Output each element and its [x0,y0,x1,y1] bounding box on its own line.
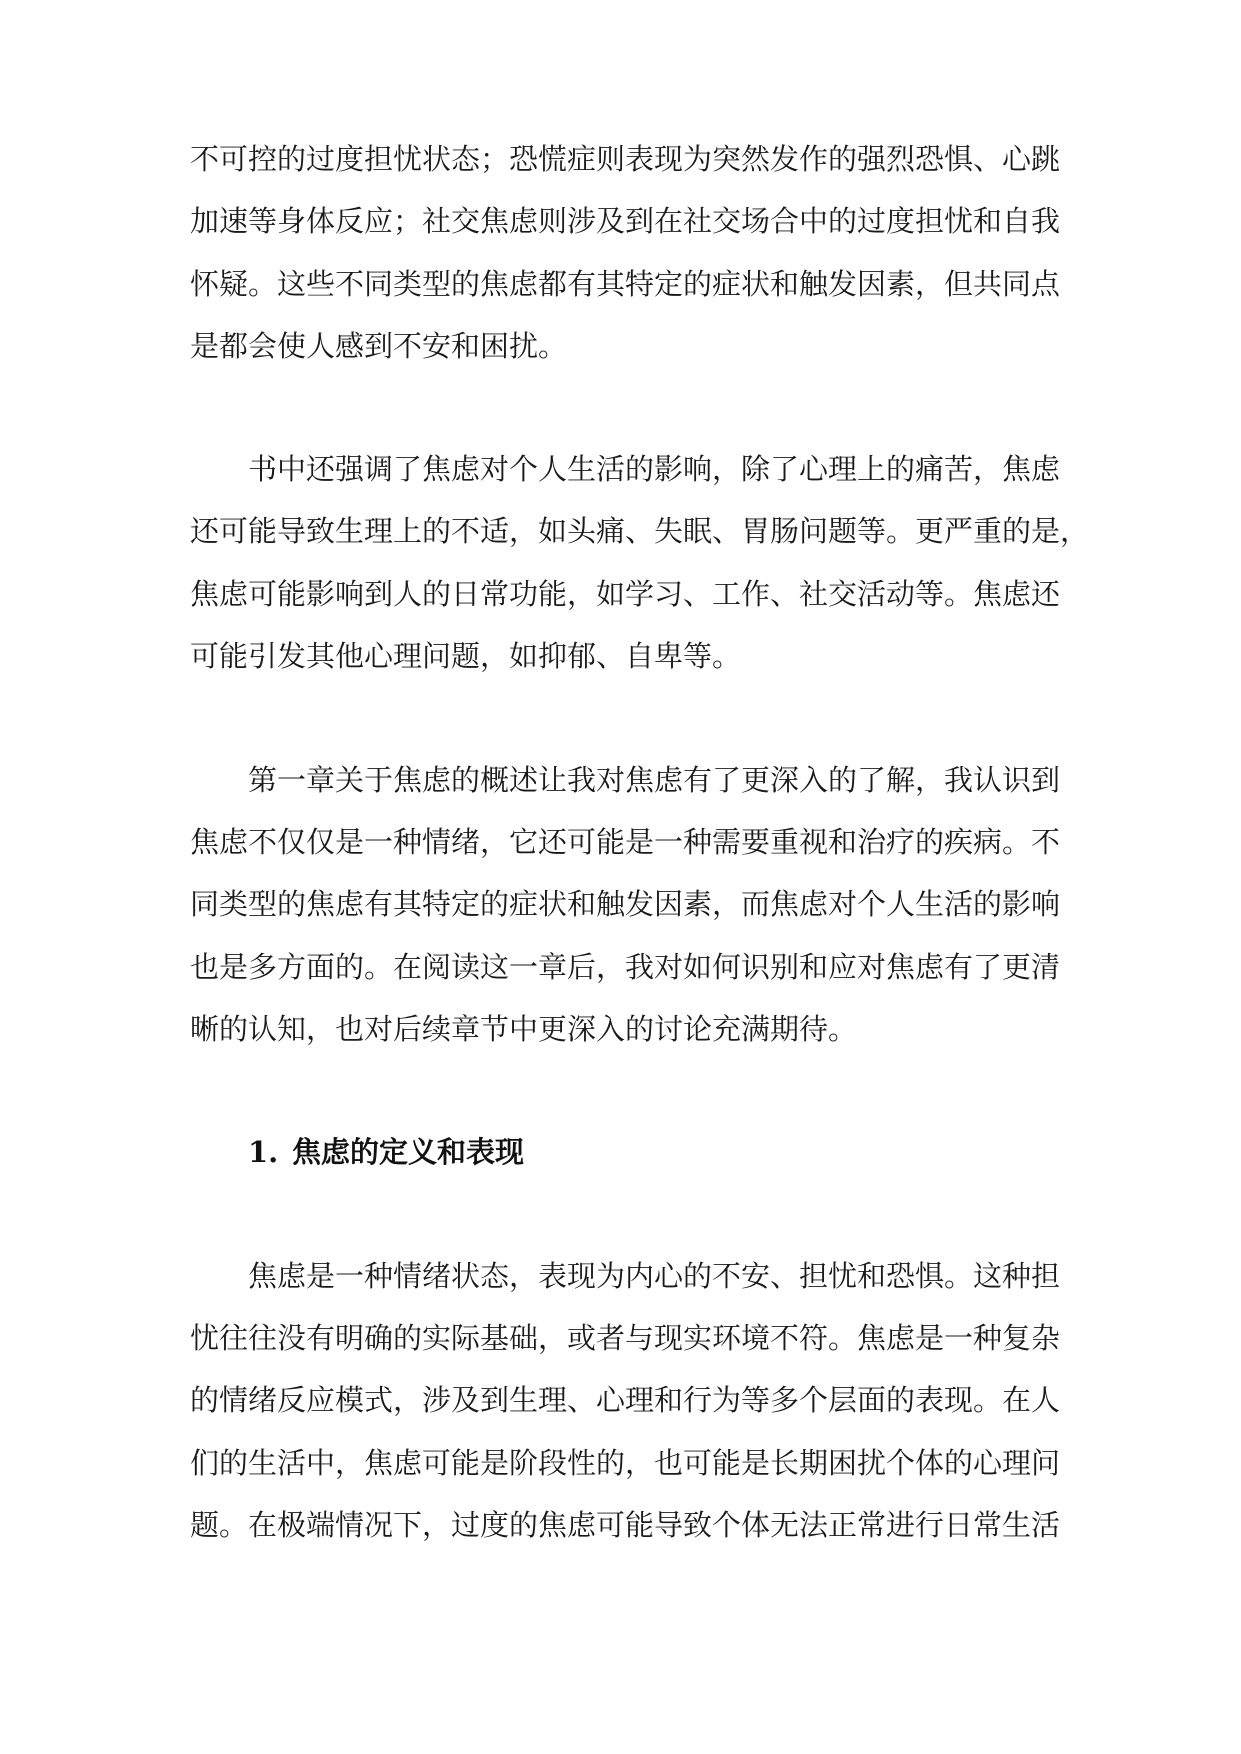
text-line: 也是多方面的。在阅读这一章后，我对如何识别和应对焦虑有了更清 [190,950,1061,984]
text-line: 加速等身体反应；社交焦虑则涉及到在社交场合中的过度担忧和自我 [190,204,1061,238]
text-line: 还可能导致生理上的不适，如头痛、失眠、胃肠问题等。更严重的是， [190,514,1090,548]
text-line: 是都会使人感到不安和困扰。 [190,329,568,363]
text-line: 不可控的过度担忧状态；恐慌症则表现为突然发作的强烈恐惧、心跳 [190,142,1061,176]
text-line: 书中还强调了焦虑对个人生活的影响，除了心理上的痛苦，焦虑 [248,452,1061,486]
text-line: 可能引发其他心理问题，如抑郁、自卑等。 [190,639,742,673]
section-title: 焦虑的定义和表现 [292,1135,525,1169]
text-line: 的情绪反应模式，涉及到生理、心理和行为等多个层面的表现。在人 [190,1383,1061,1417]
section-heading [248,1128,524,1176]
text-line: 同类型的焦虑有其特定的症状和触发因素，而焦虑对个人生活的影响 [190,887,1061,921]
text-line: 们的生活中，焦虑可能是阶段性的，也可能是长期困扰个体的心理问 [190,1446,1061,1480]
text-line: 焦虑不仅仅是一种情绪，它还可能是一种需要重视和治疗的疾病。不 [190,825,1061,859]
text-line: 怀疑。这些不同类型的焦虑都有其特定的症状和触发因素，但共同点 [190,267,1061,301]
section-number: 1. [248,1135,279,1169]
text-line: 焦虑是一种情绪状态，表现为内心的不安、担忧和恐惧。这种担 [248,1259,1061,1293]
text-line: 题。在极端情况下，过度的焦虑可能导致个体无法正常进行日常生活 [190,1508,1061,1542]
text-line: 第一章关于焦虑的概述让我对焦虑有了更深入的了解，我认识到 [248,763,1061,797]
text-line: 焦虑可能影响到人的日常功能，如学习、工作、社交活动等。焦虑还 [190,577,1061,611]
text-line: 忧往往没有明确的实际基础，或者与现实环境不符。焦虑是一种复杂 [190,1321,1061,1355]
text-line: 晰的认知，也对后续章节中更深入的讨论充满期待。 [190,1012,858,1046]
